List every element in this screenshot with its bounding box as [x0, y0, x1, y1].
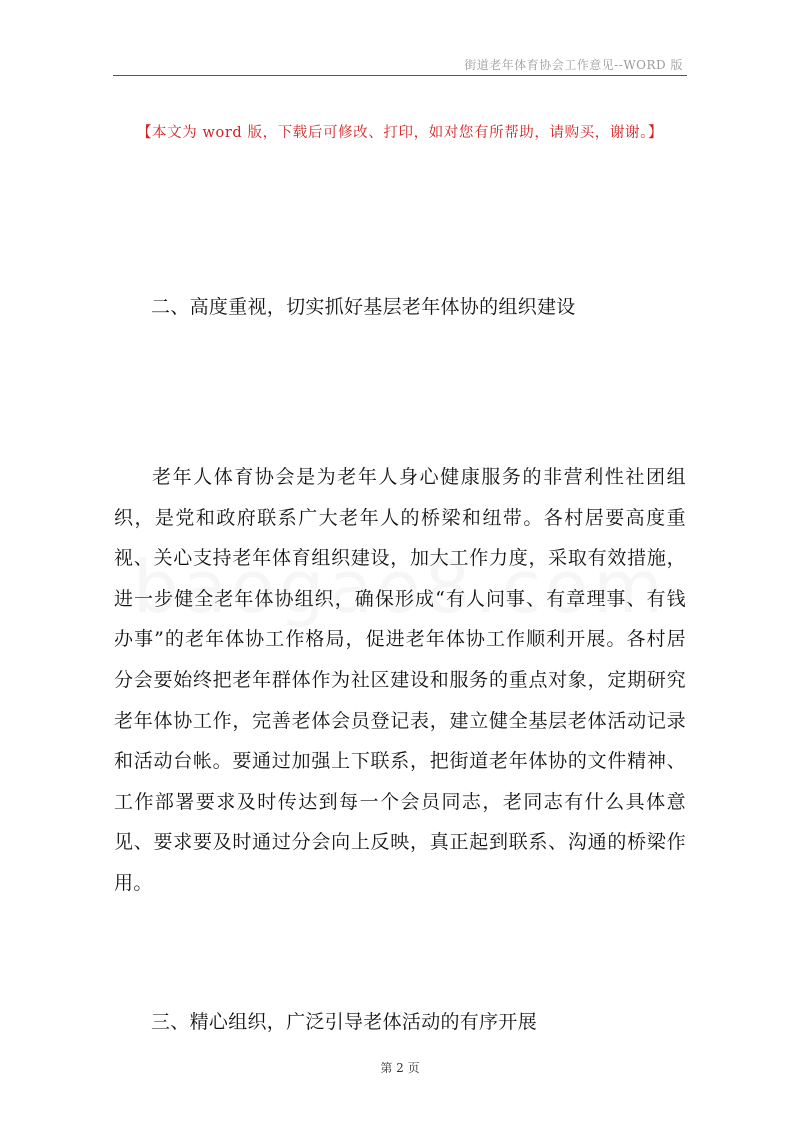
page-number: 第 2 页 — [380, 1061, 420, 1075]
purchase-notice: 【本文为 word 版，下载后可修改、打印，如对您有所帮助，请购买，谢谢。】 — [136, 125, 664, 141]
document-header-title: 街道老年体育协会工作意见--WORD 版 — [464, 58, 683, 72]
section-heading-2: 二、高度重视，切实抓好基层老年体协的组织建设 — [151, 296, 576, 318]
section-paragraph-2: 老年人体育协会是为老年人身心健康服务的非营利性社团组织，是党和政府联系广大老年人的桥梁和纽带。各村居要高度重视、关心支持老年体育组织建设，加大工作力度，采取有效措施，进一步健全老年体协组织，确保形成“有人问事、有章理事、有钱办事”的老年体协工作格局，促进老年体协工作顺利开展。各村居分会要始终把老年群体作为社区建设和服务的重点对象，定期研究老年体协工作，完善老体会员登记表，建立健全基层老体活动记录和活动台帐。要通过加强上下联系，把街道老年体协的文件精神、工作部署要求及时传达到每一个会员同志，老同志有什么具体意见、要求要及时通过分会向上反映，真正起到联系、沟通的桥梁作用。 — [114, 466, 686, 894]
section-heading-3: 三、精心组织，广泛引导老体活动的有序开展 — [151, 1011, 538, 1033]
header-divider — [113, 75, 687, 76]
